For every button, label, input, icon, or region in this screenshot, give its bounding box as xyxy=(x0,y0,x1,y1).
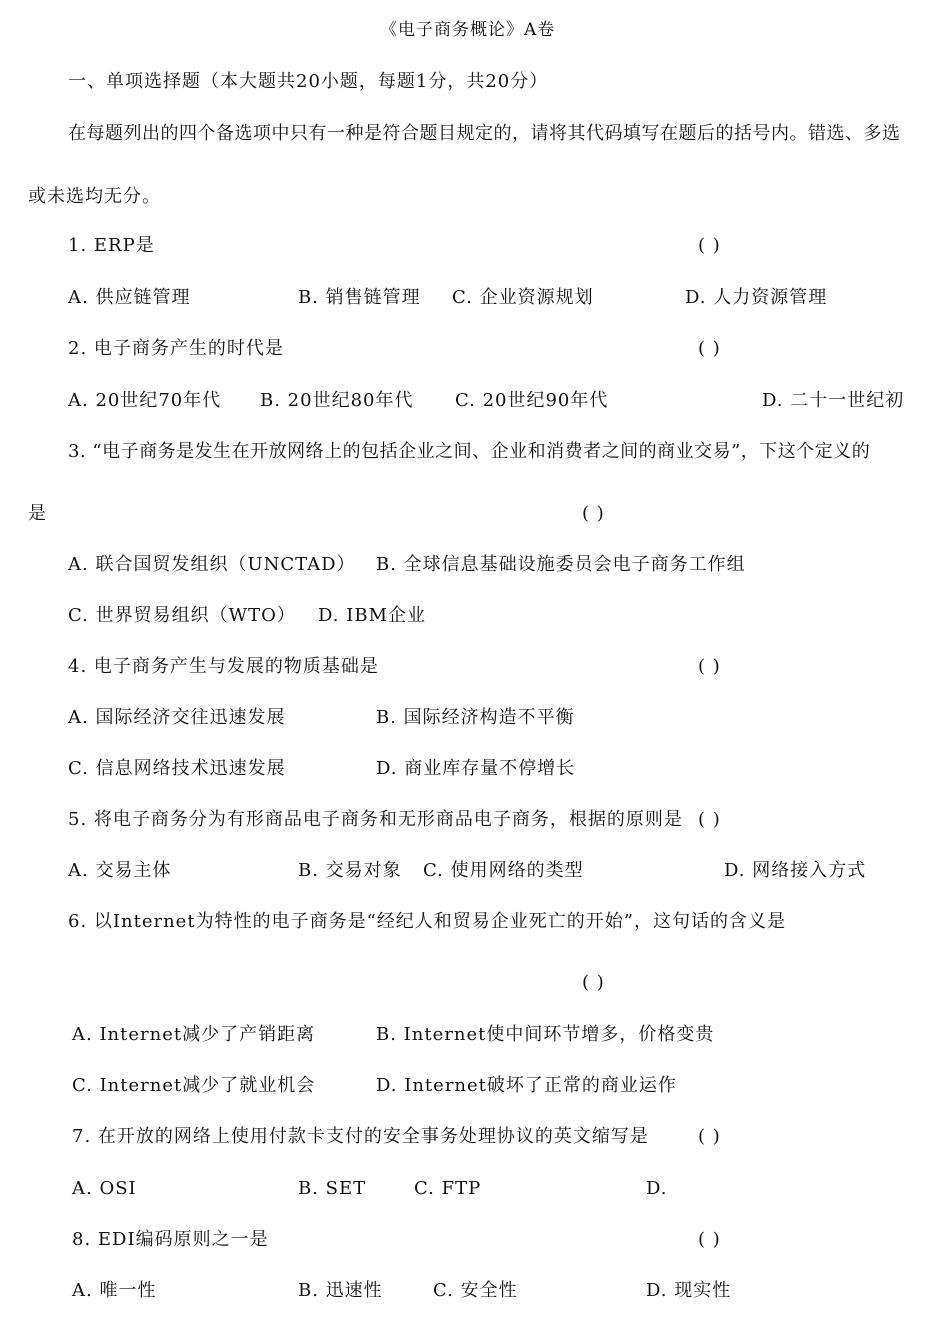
question-1-option-a: A. 供应链管理 xyxy=(68,287,191,308)
question-3-answer-paren: ( ) xyxy=(582,503,605,524)
question-8-option-a: A. 唯一性 xyxy=(72,1280,157,1301)
question-6-option-b: B. Internet使中间环节增多，价格变贵 xyxy=(376,1024,715,1045)
question-2-answer-paren: ( ) xyxy=(698,338,721,359)
question-8-option-d: D. 现实性 xyxy=(646,1280,732,1301)
question-6-option-d: D. Internet破坏了正常的商业运作 xyxy=(376,1075,677,1096)
question-4-option-b: B. 国际经济构造不平衡 xyxy=(376,707,575,728)
question-3-option-b: B. 全球信息基础设施委员会电子商务工作组 xyxy=(376,554,746,575)
question-5-option-a: A. 交易主体 xyxy=(68,860,172,881)
question-2-option-a: A. 20世纪70年代 xyxy=(68,390,222,411)
question-8-text: 8. EDI编码原则之一是 xyxy=(72,1229,269,1250)
question-4-text: 4. 电子商务产生与发展的物质基础是 xyxy=(68,656,379,677)
section-heading: 一、单项选择题（本大题共20小题，每题1分，共20分） xyxy=(68,71,549,92)
question-1-option-b: B. 销售链管理 xyxy=(298,287,421,308)
question-4-answer-paren: ( ) xyxy=(698,656,721,677)
question-7-option-c: C. FTP xyxy=(414,1178,482,1199)
section-instructions-cont: 或未选均无分。 xyxy=(28,186,161,207)
question-5-option-b: B. 交易对象 xyxy=(298,860,402,881)
question-4-option-a: A. 国际经济交往迅速发展 xyxy=(68,707,286,728)
question-3-option-c: C. 世界贸易组织（WTO） xyxy=(68,605,296,626)
question-1-option-d: D. 人力资源管理 xyxy=(685,287,828,308)
question-5-option-d: D. 网络接入方式 xyxy=(724,860,867,881)
question-7-option-d: D. xyxy=(646,1178,668,1199)
question-2-text: 2. 电子商务产生的时代是 xyxy=(68,338,284,359)
question-6-answer-paren: ( ) xyxy=(582,972,605,993)
question-7-option-a: A. OSI xyxy=(72,1178,137,1199)
question-2-option-d: D. 二十一世纪初 xyxy=(762,390,905,411)
question-5-text: 5. 将电子商务分为有形商品电子商务和无形商品电子商务，根据的原则是 xyxy=(68,809,683,830)
question-1-option-c: C. 企业资源规划 xyxy=(452,287,594,308)
question-7-option-b: B. SET xyxy=(298,1178,367,1199)
question-5-answer-paren: ( ) xyxy=(698,809,721,830)
question-8-option-c: C. 安全性 xyxy=(433,1280,518,1301)
question-3-option-d: D. IBM企业 xyxy=(318,605,427,626)
question-6-option-c: C. Internet减少了就业机会 xyxy=(72,1075,316,1096)
question-5-option-c: C. 使用网络的类型 xyxy=(423,860,584,881)
exam-title: 《电子商务概论》A卷 xyxy=(380,20,556,40)
section-instructions: 在每题列出的四个备选项中只有一种是符合题目规定的，请将其代码填写在题后的括号内。错选、多选 xyxy=(68,123,901,144)
question-4-option-c: C. 信息网络技术迅速发展 xyxy=(68,758,286,779)
question-8-answer-paren: ( ) xyxy=(698,1229,721,1250)
question-6-text: 6. 以Internet为特性的电子商务是“经纪人和贸易企业死亡的开始”，这句话的含义是 xyxy=(68,911,786,932)
question-1-answer-paren: ( ) xyxy=(698,235,721,256)
question-8-option-b: B. 迅速性 xyxy=(298,1280,383,1301)
question-2-option-b: B. 20世纪80年代 xyxy=(260,390,414,411)
question-4-option-d: D. 商业库存量不停增长 xyxy=(376,758,576,779)
question-7-text: 7. 在开放的网络上使用付款卡支付的安全事务处理协议的英文缩写是 xyxy=(72,1126,649,1147)
question-1-text: 1. ERP是 xyxy=(68,235,155,256)
question-3-option-a: A. 联合国贸发组织（UNCTAD） xyxy=(68,554,356,575)
question-3-text-cont: 是 xyxy=(28,503,47,524)
question-7-answer-paren: ( ) xyxy=(698,1126,721,1147)
question-6-option-a: A. Internet减少了产销距离 xyxy=(72,1024,316,1045)
question-2-option-c: C. 20世纪90年代 xyxy=(455,390,609,411)
question-3-text: 3. “电子商务是发生在开放网络上的包括企业之间、企业和消费者之间的商业交易”，下这个定义的 xyxy=(68,441,871,462)
